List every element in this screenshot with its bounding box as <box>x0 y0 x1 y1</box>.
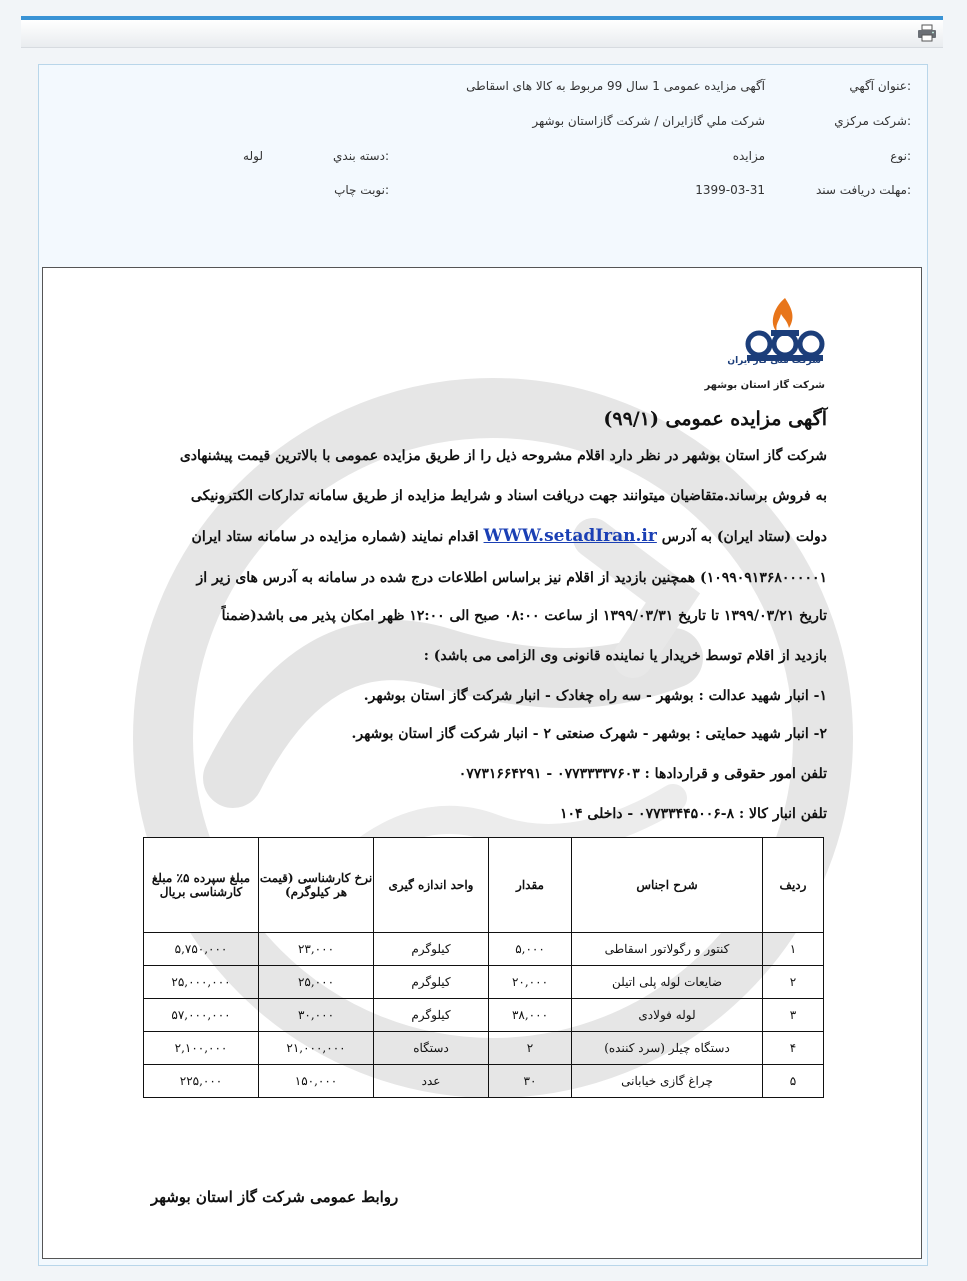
cell-rate: ۱۵۰,۰۰۰ <box>259 1065 374 1098</box>
col-deposit: مبلغ سپرده ۵٪ مبلغ کارشناسی بریال <box>144 838 259 933</box>
cell-deposit: ۲۲۵,۰۰۰ <box>144 1065 259 1098</box>
notice-title: آگهی مزایده عمومی (۹۹/۱) <box>603 408 827 430</box>
cell-unit: عدد <box>374 1065 489 1098</box>
line3-after: اقدام نمایند (شماره مزایده در سامانه ستاد ایران <box>191 529 479 545</box>
warehouse-1: ۱- انبار شهید عدالت : بوشهر - سه راه چغادک - انبار شرکت گاز استان بوشهر. <box>363 688 827 704</box>
auction-items-table <box>143 837 824 1098</box>
table-row <box>144 933 824 966</box>
cell-rate: ۳۰,۰۰۰ <box>259 999 374 1032</box>
notice-line-6: بازدید از اقلام توسط خریدار یا نماینده قانونی وی الزامی می باشد) : <box>423 648 827 664</box>
notice-line-5: تاریخ ۱۳۹۹/۰۳/۲۱ تا تاریخ ۱۳۹۹/۰۳/۳۱ از ساعت ۰۸:۰۰ صبح الی ۱۲:۰۰ ظهر امکان پذیر می باشد(ضمناً <box>221 608 827 624</box>
notice-line-2: به فروش برساند.متقاضیان میتوانند جهت دریافت اسناد و شرایط مزایده از طریق سامانه تدارکات الکترونیکی <box>190 488 827 504</box>
logo-province-name: شرکت گاز استان بوشهر <box>704 380 825 391</box>
title-value: آگهی مزایده عمومی 1 سال 99 مربوط به کالا های اسقاطی <box>466 79 765 93</box>
cell-row-number: ۳ <box>763 999 824 1032</box>
cell-unit: دستگاه <box>374 1032 489 1065</box>
cell-deposit: ۵۷,۰۰۰,۰۰۰ <box>144 999 259 1032</box>
cell-unit: کیلوگرم <box>374 999 489 1032</box>
cell-unit: کیلوگرم <box>374 933 489 966</box>
cell-quantity: ۵,۰۰۰ <box>489 933 572 966</box>
col-quantity: مقدار <box>489 838 572 933</box>
table-row <box>144 966 824 999</box>
table-row <box>144 999 824 1032</box>
cell-quantity: ۳۸,۰۰۰ <box>489 999 572 1032</box>
printer-icon[interactable] <box>917 24 937 42</box>
cell-description: لوله فولادی <box>572 999 763 1032</box>
col-description: شرح اجناس <box>572 838 763 933</box>
title-label: عنوان آگهي: <box>849 79 911 93</box>
cell-row-number: ۲ <box>763 966 824 999</box>
type-label: نوع: <box>890 149 911 163</box>
warehouse-2: ۲- انبار شهید حمایتی : بوشهر - شهرک صنعتی ۲ - انبار شرکت گاز استان بوشهر. <box>351 726 827 742</box>
cell-description: چراغ گازی خیابانی <box>572 1065 763 1098</box>
logo-company-name: شرکت ملی گاز ایران <box>727 356 821 366</box>
warehouse-phone: تلفن انبار کالا : ۸-۰۷۷۳۳۴۴۵۰۰۶ - داخلی ۱۰۴ <box>559 806 827 822</box>
public-relations-signature: روابط عمومی شرکت گاز استان بوشهر <box>151 1188 399 1206</box>
cell-deposit: ۵,۷۵۰,۰۰۰ <box>144 933 259 966</box>
col-unit: واحد اندازه گیری <box>374 838 489 933</box>
cell-deposit: ۲۵,۰۰۰,۰۰۰ <box>144 966 259 999</box>
deadline-label: مهلت دريافت سند: <box>815 183 911 197</box>
table-row <box>144 1065 824 1098</box>
deadline-value: 1399-03-31 <box>695 183 765 197</box>
cell-unit: کیلوگرم <box>374 966 489 999</box>
cell-rate: ۲۳,۰۰۰ <box>259 933 374 966</box>
cell-quantity: ۲۰,۰۰۰ <box>489 966 572 999</box>
table-row <box>144 1032 824 1065</box>
type-value: مزايده <box>732 149 765 163</box>
cell-quantity: ۲ <box>489 1032 572 1065</box>
cell-rate: ۲۱,۰۰۰,۰۰۰ <box>259 1032 374 1065</box>
cell-rate: ۲۵,۰۰۰ <box>259 966 374 999</box>
cell-row-number: ۵ <box>763 1065 824 1098</box>
cell-description: ضایعات لوله پلی اتیلن <box>572 966 763 999</box>
category-label: دسته بندي: <box>333 149 389 163</box>
col-rate: نرخ کارشناسی (قیمت هر کیلوگرم) <box>259 838 374 933</box>
notice-line-1: شرکت گاز استان بوشهر در نظر دارد اقلام مشروحه ذیل را از طریق مزایده عمومی با بالاترین قیمت پیشنهادی <box>179 448 827 464</box>
cell-description: دستگاه چیلر (سرد کننده) <box>572 1032 763 1065</box>
cell-description: کنتور و رگولاتور اسقاطی <box>572 933 763 966</box>
col-row-number: ردیف <box>763 838 824 933</box>
cell-deposit: ۲,۱۰۰,۰۰۰ <box>144 1032 259 1065</box>
notice-line-4: ۱۰۹۹۰۹۱۳۶۸۰۰۰۰۰۱) همچنین بازدید از اقلام نیز براساس اطلاعات درج شده در سامانه به آدرس های زیر از <box>196 570 827 586</box>
company-label: شرکت مرکزي: <box>834 114 911 128</box>
notice-line-3 <box>137 526 827 546</box>
cell-row-number: ۱ <box>763 933 824 966</box>
table-header-row <box>144 838 824 933</box>
setad-link[interactable]: WWW.setadIran.ir <box>483 526 657 546</box>
notice-document-image <box>42 267 922 1259</box>
line3-before: دولت (ستاد ایران) به آدرس <box>661 529 827 545</box>
cell-row-number: ۴ <box>763 1032 824 1065</box>
legal-phone: تلفن امور حقوقی و قراردادها : ۰۷۷۳۳۳۳۷۶۰۳ - ۰۷۷۳۱۶۶۴۲۹۱ <box>458 766 827 782</box>
print-turn-label: نوبت چاپ: <box>334 183 389 197</box>
company-value: شرکت ملي گازايران / شرکت گازاستان بوشهر <box>532 114 765 128</box>
cell-quantity: ۳۰ <box>489 1065 572 1098</box>
toolbar <box>21 20 943 48</box>
category-value: لوله <box>243 149 263 163</box>
